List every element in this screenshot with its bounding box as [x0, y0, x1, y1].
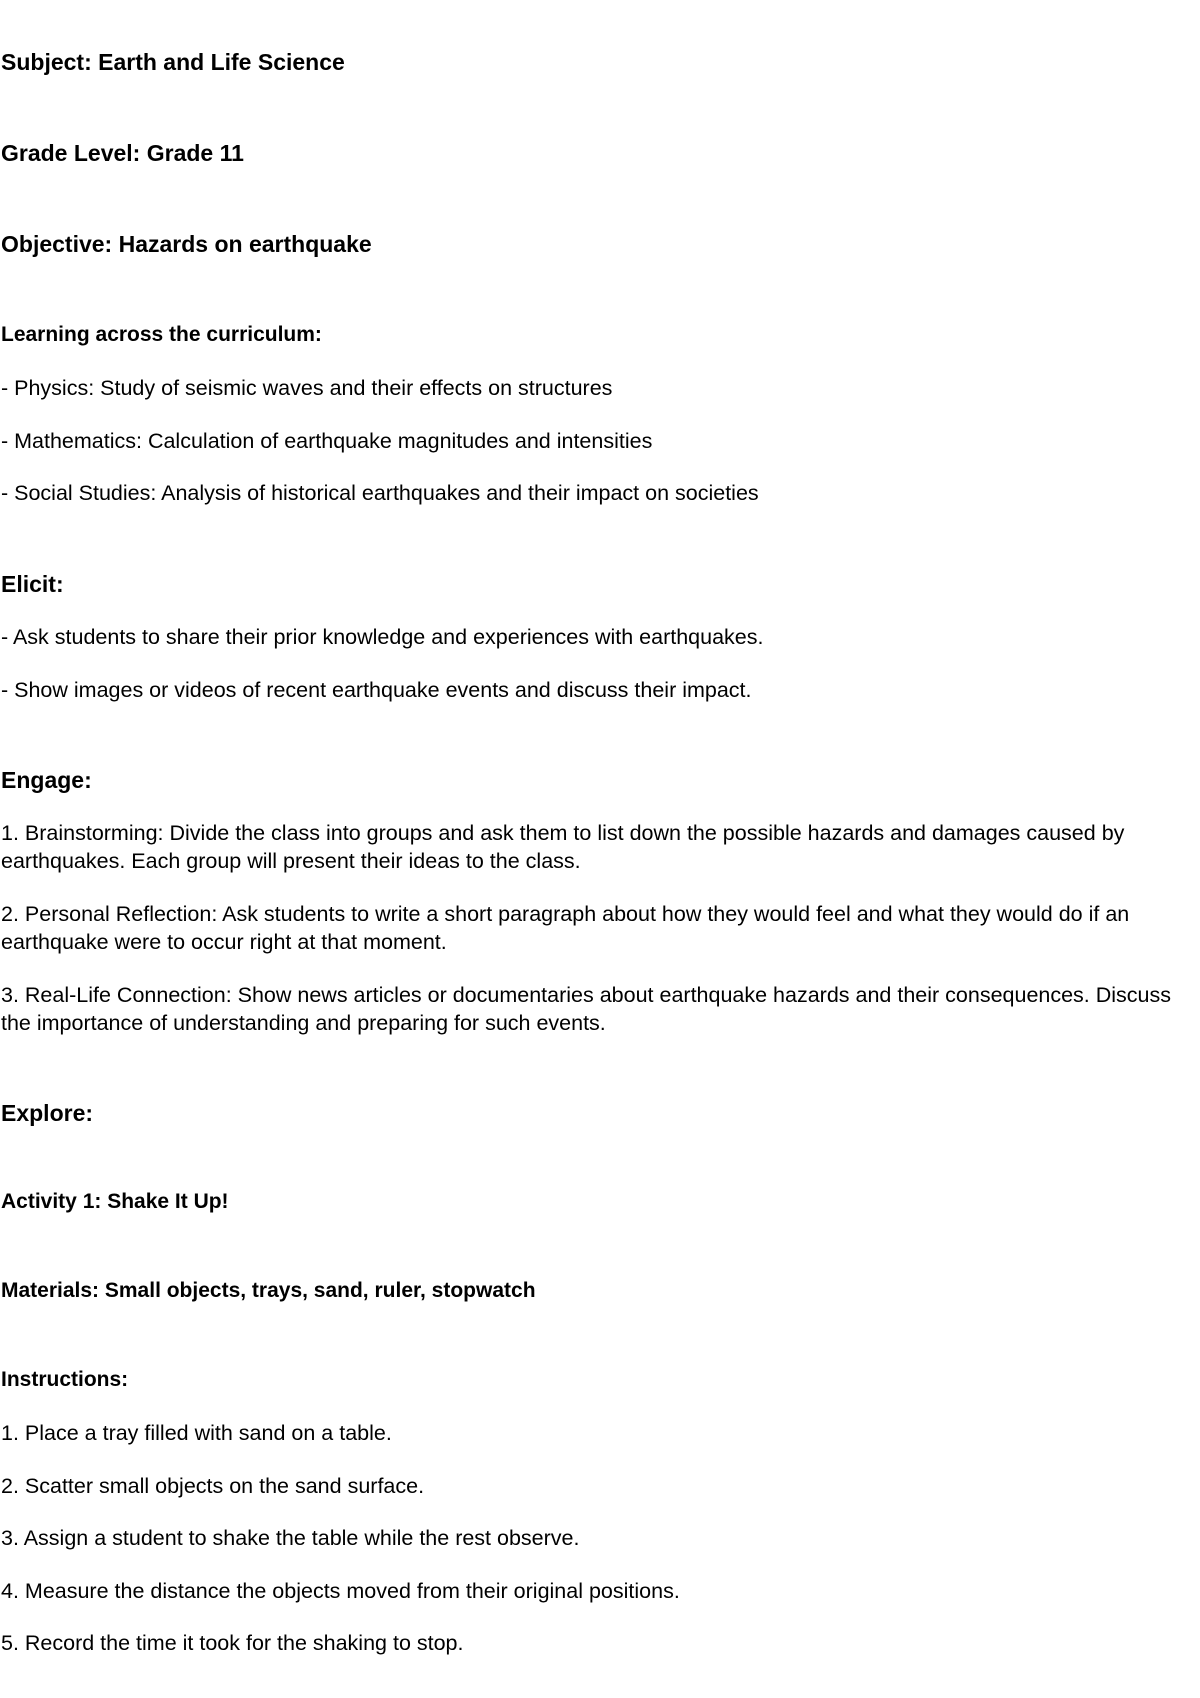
objective-line: Objective: Hazards on earthquake: [1, 231, 372, 257]
instruction-item: 1. Place a tray filled with sand on a table.: [1, 1421, 392, 1445]
subject-line: Subject: Earth and Life Science: [1, 49, 345, 75]
elicit-item: - Ask students to share their prior knowledge and experiences with earthquakes.: [1, 625, 764, 649]
instruction-item: 4. Measure the distance the objects moved from their original positions.: [1, 1579, 680, 1603]
instruction-item: 3. Assign a student to shake the table while the rest observe.: [1, 1526, 580, 1550]
curriculum-item: - Mathematics: Calculation of earthquake magnitudes and intensities: [1, 429, 653, 453]
instruction-item: 2. Scatter small objects on the sand surface.: [1, 1474, 425, 1498]
explore-title: Explore:: [1, 1100, 94, 1126]
elicit-title: Elicit:: [1, 571, 64, 597]
engage-item: 2. Personal Reflection: Ask students to write a short paragraph about how they would feel and what they would do if an earthquake were to occur right at that moment.: [1, 902, 1130, 954]
curriculum-title: Learning across the curriculum:: [1, 323, 322, 346]
activity-title: Activity 1: Shake It Up!: [1, 1190, 229, 1213]
engage-title: Engage:: [1, 767, 92, 793]
engage-item: 3. Real-Life Connection: Show news articles or documentaries about earthquake hazards and their consequences. Discuss the importance of understanding and preparing for such events.: [1, 983, 1172, 1035]
engage-item: 1. Brainstorming: Divide the class into groups and ask them to list down the possible hazards and damages caused by earthquakes. Each group will present their ideas to the class.: [1, 821, 1125, 873]
curriculum-item: - Physics: Study of seismic waves and their effects on structures: [1, 376, 613, 400]
grade-level-line: Grade Level: Grade 11: [1, 140, 244, 166]
instructions-title: Instructions:: [1, 1368, 129, 1391]
instruction-item: 5. Record the time it took for the shaking to stop.: [1, 1631, 464, 1655]
curriculum-item: - Social Studies: Analysis of historical earthquakes and their impact on societies: [1, 481, 759, 505]
materials-line: Materials: Small objects, trays, sand, ruler, stopwatch: [1, 1279, 536, 1302]
elicit-item: - Show images or videos of recent earthquake events and discuss their impact.: [1, 678, 752, 702]
